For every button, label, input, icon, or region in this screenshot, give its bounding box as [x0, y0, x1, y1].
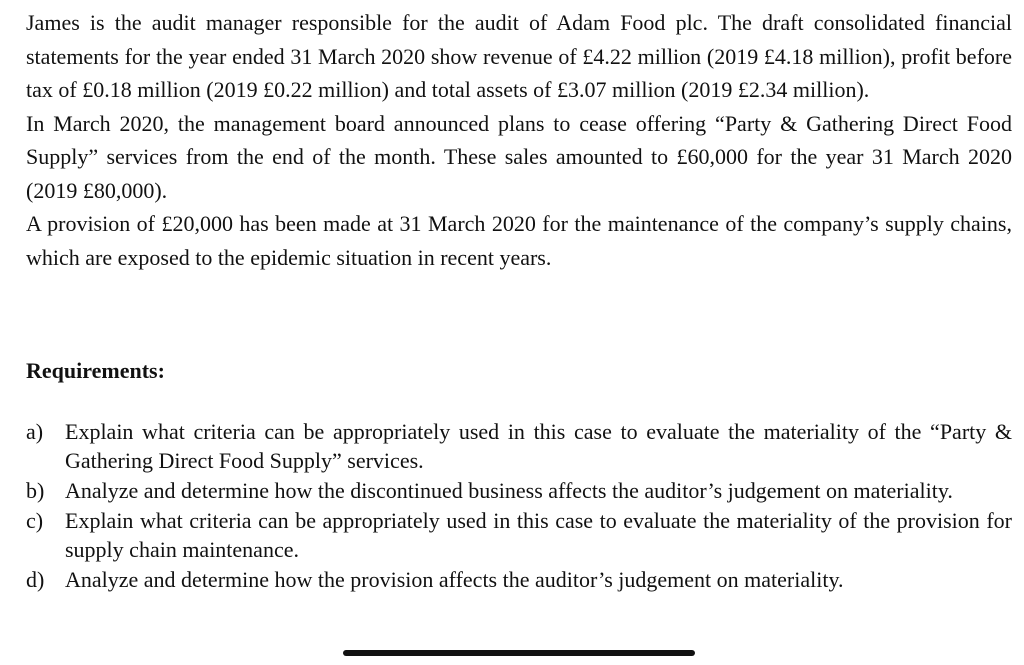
case-paragraph-2: In March 2020, the management board announced plans to cease offering “Party & Gathering Direct Food Supply” services from the end of the month. These sales amounted to £60,000 for the year 31 March 2020 (2019 £80,000). — [26, 110, 1012, 203]
requirement-text: Explain what criteria can be appropriately used in this case to evaluate the materiality of the provision for supply chain maintenance. — [65, 508, 1012, 562]
home-indicator-bar[interactable] — [343, 650, 695, 656]
case-paragraph-3: A provision of £20,000 has been made at 31 March 2020 for the maintenance of the company’s supply chains, which are exposed to the epidemic situation in recent years. — [26, 211, 1012, 270]
requirement-marker: d) — [26, 567, 45, 592]
requirement-item-c — [26, 506, 1012, 564]
requirements-heading: Requirements: — [26, 358, 165, 383]
requirement-text: Explain what criteria can be appropriately used in this case to evaluate the materiality of the “Party & Gathering Direct Food Supply” services. — [65, 419, 1012, 473]
requirement-text: Analyze and determine how the discontinued business affects the auditor’s judgement on materiality. — [65, 478, 953, 503]
requirement-text: Analyze and determine how the provision affects the auditor’s judgement on materiality. — [65, 567, 844, 592]
document-page — [26, 6, 1012, 592]
requirements-list — [26, 417, 1012, 595]
requirement-item-a — [26, 417, 1012, 475]
requirement-item-b — [26, 476, 1012, 505]
requirement-marker: b) — [26, 478, 45, 503]
requirement-marker: c) — [26, 508, 44, 533]
requirement-marker: a) — [26, 419, 44, 444]
requirement-item-d — [26, 565, 1012, 594]
case-paragraph-1: James is the audit manager responsible for the audit of Adam Food plc. The draft consolidated financial statements for the year ended 31 March 2020 show revenue of £4.22 million (2019 £4.18 million), profit before tax of £0.18 million (2019 £0.22 million) and total assets of £3.07 million (2019 £2.34 million). — [26, 10, 1012, 102]
